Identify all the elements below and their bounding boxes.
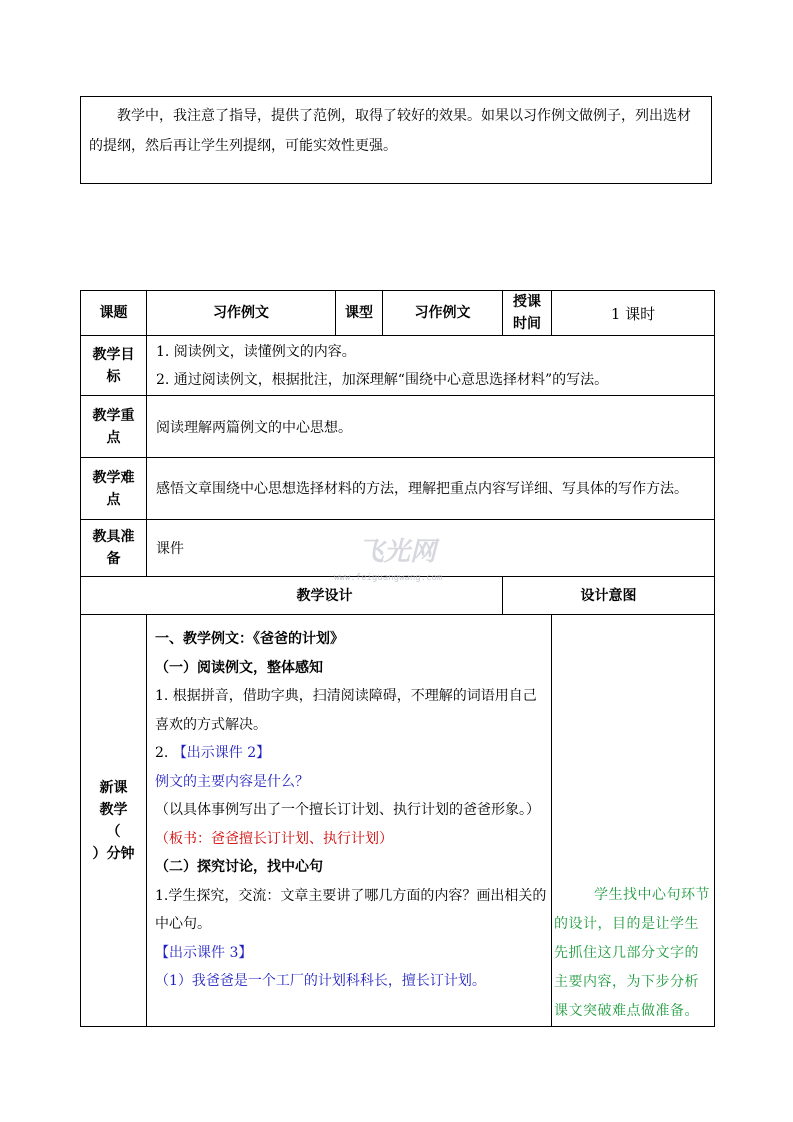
new-lesson-label-line: ）分钟 (92, 845, 135, 862)
goals-content (147, 336, 715, 396)
design-intent-text: 学生找中心句环节的设计，目的是让学生先抓住这几部分文字的主要内容，为下步分析课文突破难点做准备。 (554, 887, 710, 1019)
type-label: 课型 (336, 291, 383, 336)
new-lesson-row (81, 615, 715, 1027)
design-intent (552, 615, 715, 1027)
materials-label: 教具准备 (81, 520, 147, 577)
subsection-heading: （二）探究讨论，找中心句 (155, 859, 323, 875)
time-value: 1 课时 (552, 291, 715, 336)
step-text: 1. 根据拼音，借助字典，扫清阅读障碍，不理解的词语用自己喜欢的方式解决。 (155, 688, 537, 733)
courseware-tag: 【出示课件 2】 (172, 745, 271, 761)
step-number: 2. (155, 745, 173, 761)
subsection-heading: （一）阅读例文，整体感知 (155, 659, 323, 676)
new-lesson-label-line: 教学 (99, 801, 128, 818)
step-text (155, 739, 549, 768)
goal-item: 1. 阅读例文，读懂例文的内容。 (156, 343, 356, 360)
difficulties-text: 感悟文章围绕中心思想选择材料的方法，理解把重点内容写详细、写具体的写作方法。 (147, 458, 715, 520)
difficulties-row (81, 458, 715, 520)
time-label: 授课时间 (503, 291, 552, 336)
design-header-right: 设计意图 (503, 577, 715, 615)
watermark-brand: 飞光网 (358, 537, 437, 567)
topic-label: 课题 (81, 291, 147, 336)
reflection-text: 教学中，我注意了指导，提供了范例，取得了较好的效果。如果以习作例文做例子，列出选材的提纲，然后再让学生列提纲，可能实效性更强。 (89, 108, 691, 154)
new-lesson-label (81, 615, 147, 1027)
board-note: （板书：爸爸擅长订计划、执行计划） (155, 830, 393, 847)
key-points-label: 教学重点 (81, 396, 147, 458)
question-text: 例文的主要内容是什么？ (155, 773, 309, 790)
topic-value: 习作例文 (147, 291, 336, 336)
watermark-url: www.feiguangwang.com (334, 573, 443, 583)
courseware-tag: 【出示课件 3】 (155, 944, 253, 961)
section-heading: 一、教学例文：《爸爸的计划》 (155, 631, 344, 647)
key-points-text: 阅读理解两篇例文的中心思想。 (147, 396, 715, 458)
difficulties-label: 教学难点 (81, 458, 147, 520)
new-lesson-label-line: 新课 (99, 779, 128, 796)
reflection-box (80, 96, 712, 184)
materials-row (81, 520, 715, 577)
answer-text: （以具体事例写出了一个擅长订计划、执行计划的爸爸形象。） (155, 802, 540, 818)
materials-text: 课件 (147, 520, 715, 577)
courseware-item: （1）我爸爸是一个工厂的计划科科长，擅长订计划。 (155, 973, 486, 989)
goals-label: 教学目标 (81, 336, 147, 396)
lesson-plan-table (80, 290, 715, 1027)
header-row (81, 291, 715, 336)
key-points-row (81, 396, 715, 458)
design-header-left: 教学设计 (81, 577, 503, 615)
step-text: 1.学生探究，交流：文章主要讲了哪几方面的内容？画出相关的中心句。 (155, 887, 547, 932)
goal-item: 2. 通过阅读例文，根据批注，加深理解“围绕中心意思选择材料”的写法。 (156, 371, 609, 388)
design-header-row (81, 577, 715, 615)
goals-row (81, 336, 715, 396)
new-lesson-label-line: （ (106, 823, 121, 840)
new-lesson-content (147, 615, 552, 1027)
type-value: 习作例文 (383, 291, 503, 336)
